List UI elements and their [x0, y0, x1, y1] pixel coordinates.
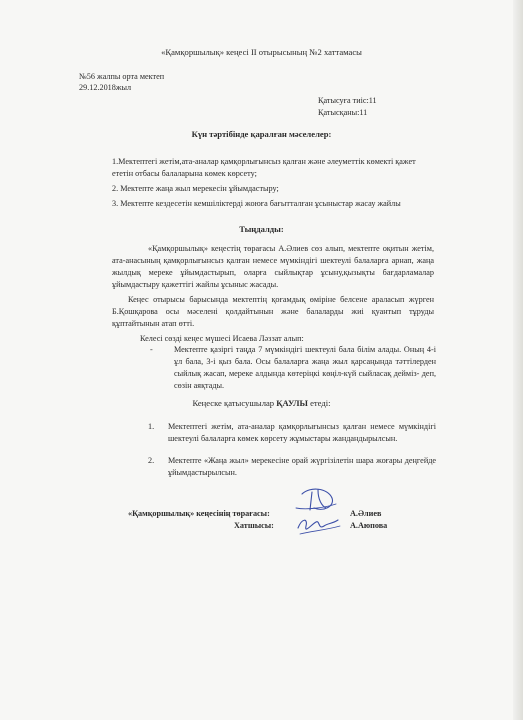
resolution-list [140, 421, 436, 489]
list-item [150, 344, 436, 392]
document-title: «Қамқоршылық» кеңесі ІІ отырысының №2 хаттамасы [161, 47, 362, 57]
paragraph-chair-speech: «Қамқоршылық» кеңестің төрағасы А.Әлиев сөз алып, мектепте оқитын жетім, ата-анасының қамқорлығынсыз қалған немесе мүмкіндігі шектеулі балаларға арнап, жаңа жылдық мереке ұйымдастырып, оларға сыйлықтар ұсыну,қызықты бағдарламалар ұйымдастыру қажеттігі жайлы ұсыныс жасады. [112, 244, 434, 289]
chair-name: А.Әлиев [350, 509, 382, 518]
resolution-heading-pre: Кеңеске қатысушылар [192, 398, 277, 408]
resolution-number: 1. [148, 422, 155, 431]
agenda-item: 2. Мектепте жаңа жыл мерекесін ұйымдастыру; [112, 183, 279, 193]
list-item [140, 455, 436, 479]
paragraph-koshkarova: Кеңес отырысы барысында мектептің қоғамдық өміріне белсене араласып жүрген Б.Қошқарова осы мәселені қолдайтынын және балаларды жиі қуантып тұруды құптайтынын атап өтті. [112, 295, 434, 328]
secretary-label: Хатшысы: [234, 521, 274, 530]
chair-label: «Қамқоршылық» кеңесінің төрағасы: [128, 509, 270, 518]
document-date: 29.12.2018жыл [79, 83, 132, 92]
dash-marker: - [150, 345, 153, 354]
resolution-text: Мектепте «Жаңа жыл» мерекесіне орай жүргізілетін шара жоғары деңгейде ұйымдастырылсын. [168, 455, 436, 477]
handwritten-signature [288, 484, 346, 540]
resolution-number: 2. [148, 455, 155, 465]
paragraph-next-speaker: Келесі сөзді кеңес мүшесі Исаева Ләззат алып: [140, 334, 304, 343]
agenda-item: 3. Мектепте кездесетін кемшіліктерді жоюға бағытталған ұсыныстар жасау жайлы [112, 198, 401, 208]
attendance-total: Қатысуға тиіс:11 [318, 96, 377, 105]
school-name: №56 жалпы орта мектеп [79, 72, 165, 81]
attendance-present: Қатысқаны:11 [318, 108, 368, 117]
resolution-heading-post: етеді: [307, 398, 331, 408]
list-item [140, 421, 436, 445]
resolution-heading [0, 397, 523, 409]
speech-list [150, 344, 436, 392]
agenda-item: 1.Мектептегі жетім,ата-аналар қамқорлығынсыз қалған және әлеуметтік көмекті қажет ететін отбасы балаларына көмек көрсету; [112, 157, 416, 178]
resolution-text: Мектептегі жетім, ата-аналар қамқорлығынсыз қалған немесе мүмкіндігі шектеулі балаларға көмек көрсету жұмыстары жандандырылсын. [168, 422, 436, 443]
resolution-heading-bold: ҚАУЛЫ [276, 398, 308, 408]
list-item-text: Мектепте қазіргі таңда 7 мүмкіндігі шектеулі бала білім алады. Оның 4-і ұл бала, 3-і қыз бала. Осы балаларға жаңа жыл қарсаңында тәттілерден сыйлық жасап, мереке алдында көтеріңкі көңіл-күй сыйласақ дейміз- деп, сөзін аяқтады. [174, 345, 436, 390]
page-edge-shadow [513, 0, 523, 720]
heard-heading: Тыңдалды: [239, 224, 284, 234]
agenda-list [112, 156, 432, 213]
secretary-name: А.Аюпова [350, 521, 388, 530]
agenda-heading: Күн тәртібінде қаралған мәселелер: [191, 129, 332, 139]
